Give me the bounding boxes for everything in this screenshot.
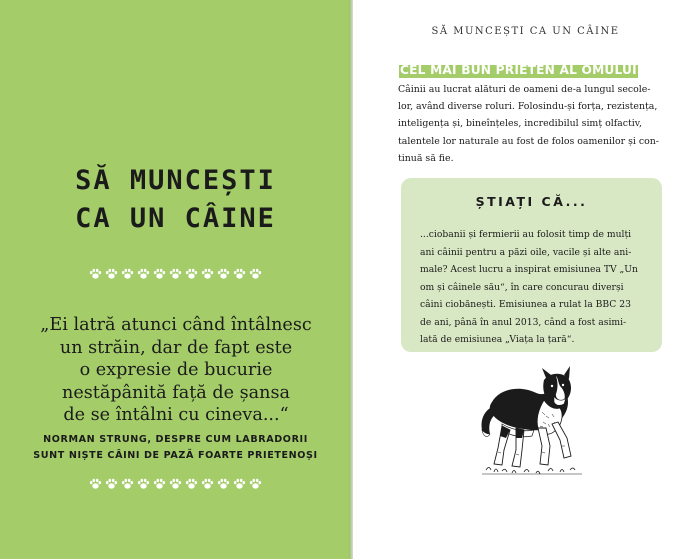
chapter-title-line: SĂ MUNCEȘTI xyxy=(75,165,276,196)
fact-line: de ani, până în anul 2013, când a fost asimi- xyxy=(420,316,627,328)
paw-divider-bottom xyxy=(0,475,351,494)
paw-print-icon xyxy=(121,268,134,280)
fact-line: ...ciobanii și fermierii au folosit timp de mulți xyxy=(420,229,632,240)
fact-line: ani câinii pentru a păzi oile, vacile și alte ani- xyxy=(420,246,632,258)
quote xyxy=(22,314,330,427)
chapter-title xyxy=(0,162,351,238)
did-you-know-box xyxy=(401,178,662,352)
fact-line: om și câinele său“, în care concurau diverși xyxy=(420,281,624,293)
paw-print-icon xyxy=(169,478,182,490)
page-gutter xyxy=(349,0,353,559)
paw-print-icon xyxy=(121,478,134,490)
paw-print-icon xyxy=(105,478,118,490)
paw-print-icon xyxy=(185,268,198,280)
chapter-title-line: CA UN CÂINE xyxy=(75,203,276,234)
border-collie-illustration xyxy=(472,366,592,478)
quote-line: „Ei latră atunci când întâlnesc xyxy=(40,315,312,335)
fact-line: lată de emisiunea „Viața la țară“. xyxy=(420,334,575,345)
paw-print-icon xyxy=(153,478,166,490)
paw-print-icon xyxy=(89,478,102,490)
quote-line: de se întâlni cu cineva...“ xyxy=(63,405,289,425)
body-line: inteligența și, bineînțeles, incredibilul simț olfactiv, xyxy=(398,118,642,130)
paw-print-icon xyxy=(185,478,198,490)
attribution-line: SUNT NIȘTE CÂINI DE PAZĂ FOARTE PRIETENOȘI xyxy=(33,449,318,461)
paw-print-icon xyxy=(233,268,246,280)
paw-print-icon xyxy=(249,268,262,280)
paw-print-icon xyxy=(217,478,230,490)
paw-print-icon xyxy=(217,268,230,280)
paw-print-icon xyxy=(201,478,214,490)
paw-print-icon xyxy=(137,478,150,490)
attribution-line: NORMAN STRUNG, DESPRE CUM LABRADORII xyxy=(43,434,308,445)
paw-print-icon xyxy=(169,268,182,280)
paw-print-icon xyxy=(137,268,150,280)
quote-line: un străin, dar de fapt este xyxy=(59,337,293,358)
paw-print-icon xyxy=(89,268,102,280)
running-head: SĂ MUNCEȘTI CA UN CÂINE xyxy=(431,26,620,37)
section-heading: CEL MAI BUN PRIETEN AL OMULUI xyxy=(400,63,637,77)
paw-print-icon xyxy=(233,478,246,490)
paw-print-icon xyxy=(201,268,214,280)
quote-attribution xyxy=(18,432,333,463)
paw-print-icon xyxy=(105,268,118,280)
body-text xyxy=(398,81,666,167)
fact-line: câini ciobănești. Emisiunea a rulat la BBC 23 xyxy=(420,299,631,310)
paw-print-icon xyxy=(153,268,166,280)
fact-box-title: ȘTIAȚI CĂ... xyxy=(475,194,588,209)
quote-line: o expresie de bucurie xyxy=(79,360,273,380)
fact-box-text xyxy=(420,226,644,349)
paw-divider-top xyxy=(0,265,351,284)
body-line: lor, având diverse roluri. Folosindu-și forța, rezistența, xyxy=(398,101,658,113)
body-line: talentele lor naturale au fost de folos oamenilor și con- xyxy=(398,135,659,147)
body-line: Câinii au lucrat alături de oameni de-a lungul secole- xyxy=(398,84,651,95)
quote-line: nestăpânită față de șansa xyxy=(62,382,290,403)
body-line: tinuă să fie. xyxy=(398,152,454,164)
paw-print-icon xyxy=(249,478,262,490)
fact-line: male? Acest lucru a inspirat emisiunea TV „Un xyxy=(420,264,638,275)
